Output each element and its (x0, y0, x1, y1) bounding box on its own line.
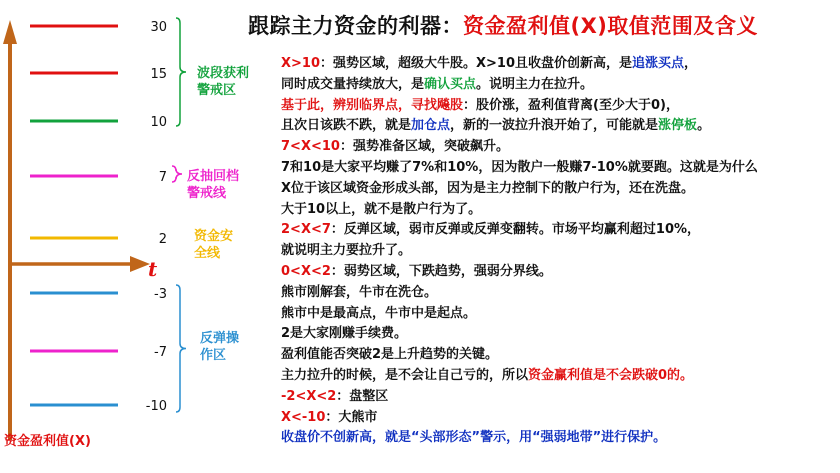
level-value: 2 (158, 232, 167, 247)
text-segment: 涨停板 (658, 118, 698, 134)
level-diagram (0, 0, 280, 473)
zone-label: 全线 (194, 246, 221, 261)
text-segment: 主力拉升的时候，是不会让自己亏的，所以 (281, 367, 529, 383)
zone-label: 反抽回档 (187, 169, 240, 184)
text-line (281, 366, 840, 387)
page-title (248, 10, 758, 40)
text-segment: X位于该区域资金形成头部，因为是主力控制下的散户行为，还在洗盘。 (281, 180, 695, 196)
zone-label: 资金安 (194, 229, 234, 244)
title-part-2: 资金盈利值(X)取值范围及含义 (463, 14, 758, 38)
text-segment: ：弱势区域，下跌趋势，强弱分界线。 (330, 263, 552, 279)
text-segment: ，新的一波拉升浪开始了，可能就是 (450, 118, 659, 134)
text-line (281, 75, 840, 96)
zone-label: 警戒区 (197, 83, 237, 98)
text-line (281, 96, 840, 117)
brace-profit-zone (176, 18, 186, 126)
brace-rebound-zone (176, 285, 186, 412)
text-segment: 熊市中是最高点，牛市中是起点。 (281, 305, 477, 321)
zone-label: 作区 (200, 348, 227, 363)
text-segment: ：强势准备区域，突破飙升。 (339, 139, 509, 155)
level-value: 10 (150, 115, 167, 130)
text-segment: 2<X<7 (281, 222, 331, 238)
brace-pullback-zone (172, 166, 182, 182)
text-line (281, 428, 840, 449)
level-value: -10 (145, 399, 167, 414)
text-segment: ， (684, 56, 698, 71)
text-segment: 且次日该跌不跌，就是 (281, 118, 412, 134)
text-segment: 。 (697, 118, 711, 134)
text-segment: X>10 (281, 56, 321, 71)
text-line (281, 387, 840, 408)
text-segment: 就说明主力要拉升了。 (281, 243, 412, 259)
t-axis-label: t (148, 257, 158, 281)
text-segment: ：强势区域，超级大牛股。X>10且收盘价创新高，是 (320, 56, 633, 71)
text-segment: 7和10是大家平均赚了7%和10%，因为散户一般赚7-10%就要跑。这就是为什么 (281, 159, 758, 175)
text-line (281, 54, 840, 75)
zone-braces (172, 18, 186, 412)
level-value: 30 (150, 20, 167, 35)
text-segment: 2是大家刚赚手续费。 (281, 326, 408, 342)
text-segment: ：盘整区 (336, 388, 389, 404)
text-line (281, 220, 840, 241)
text-segment: 熊市刚解套，牛市在洗仓。 (281, 284, 438, 300)
level-value: -3 (154, 287, 167, 302)
text-line (281, 241, 840, 262)
text-segment: 0<X<2 (281, 263, 331, 279)
zone-labels (187, 65, 249, 363)
title-part-1: 跟踪主力资金的利器： (248, 14, 463, 38)
text-line (281, 345, 840, 366)
y-axis-arrow-icon (3, 20, 17, 44)
text-segment: 7<X<10 (281, 139, 340, 155)
level-lines (30, 20, 167, 414)
text-line (281, 324, 840, 345)
text-segment: -2<X<2 (281, 388, 337, 404)
level-value: 15 (150, 67, 167, 82)
text-segment: 确认买点 (424, 76, 477, 92)
text-segment: ：股价涨，盈利值背离(至少大于0)， (463, 97, 679, 113)
level-value: -7 (154, 345, 167, 360)
zone-label: 反弹操 (200, 331, 240, 346)
text-segment: 基于此，辨别临界点，寻找飚股 (281, 97, 464, 113)
y-axis-label: 资金盈利值(X) (4, 434, 91, 449)
text-line (281, 283, 840, 304)
t-axis-arrow-icon (130, 256, 150, 272)
text-line (281, 179, 840, 200)
level-value: 7 (158, 170, 167, 185)
text-segment: 收盘价不创新高，就是“头部形态”警示，用“强弱地带”进行保护。 (281, 430, 667, 446)
text-segment: 大于10以上，就不是散户行为了。 (281, 201, 482, 217)
zone-label: 警戒线 (187, 186, 227, 201)
text-line (281, 200, 840, 221)
text-segment: 资金赢利值是不会跌破0的。 (528, 367, 694, 383)
text-line (281, 116, 840, 137)
text-line (281, 158, 840, 179)
explanation-text (281, 54, 840, 449)
zone-label: 波段获利 (197, 66, 250, 81)
text-segment: ：反弹区域，弱市反弹或反弹变翻转。市场平均赢利超过10%， (330, 222, 701, 238)
text-line (281, 408, 840, 429)
text-segment: ：大熊市 (325, 409, 378, 425)
text-line (281, 262, 840, 283)
text-segment: 。说明主力在拉升。 (476, 76, 594, 92)
text-segment: 追涨买点 (632, 56, 685, 71)
text-line (281, 137, 840, 158)
text-segment: 同时成交量持续放大，是 (281, 76, 425, 92)
text-segment: X<-10 (281, 409, 326, 425)
text-line (281, 304, 840, 325)
text-segment: 加仓点 (411, 118, 451, 134)
text-segment: 盈利值能否突破2是上升趋势的关键。 (281, 347, 499, 363)
